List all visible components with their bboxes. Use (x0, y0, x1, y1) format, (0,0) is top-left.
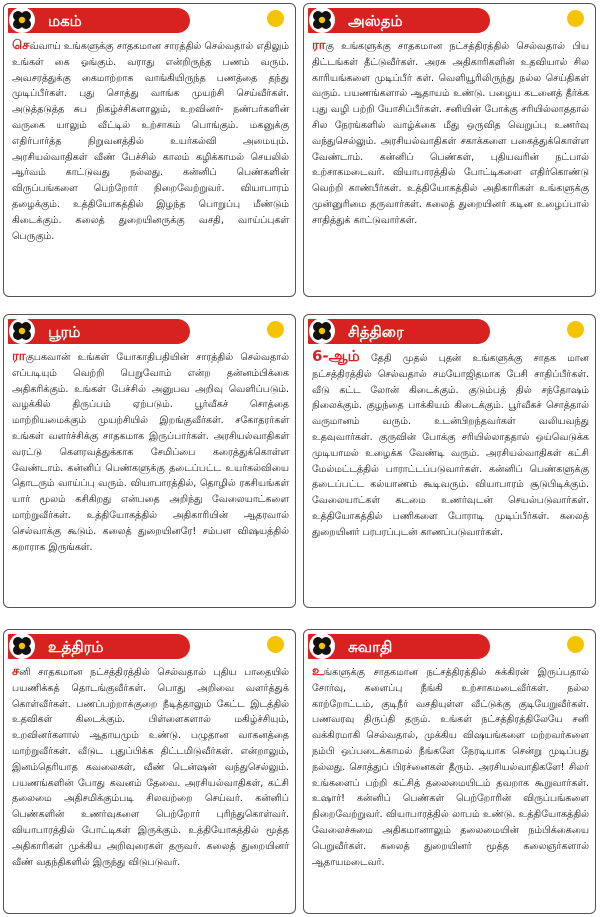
title-banner (308, 8, 490, 33)
flower-emblem-icon (309, 7, 335, 33)
horoscope-card-swathi (303, 629, 596, 914)
sun-icon (567, 10, 584, 27)
section-text: கு உங்களுக்கு சாதகமான நட்சத்திரத்தில் செல்வதால் பிய திட்டங்கள் தீட்டுவீர்கள். அரசு அதிகாரிகளின் உதவியால் சில காரியங்களை முடிப்பீர் கள். வெளியூரிலிருந்து நல்ல செய்திகள் வரும். பயணங்களால் ஆதாயம் உண்டு. பழைய கடனைத் தீர்க்க புது வழி பற்றி யோசிப்பீர்கள். சனியின் போக்கு சரியில்லாததால் சில நேரங்களில் வாழ்க்கை மீது ஒருவித வெறுப்பு உணர்வு வந்துசெல்லும். அரசியல்வாதிகள் சகாக்களை பகைத்துக்கொள்ள வேண்டாம். கன்னிப் பெண்கள், புதியவரின் நட்பால் உற்சாகமடைவர். வியாபாரத்தில் போட்டிகளை எதிர்கொண்டு வெற்றி காண்பீர்கள். உத்தியோகத்தில் அதிகாரிகள் உங்களுக்கு முன்னுரிமை தருவார்கள். கலைத் துறையினர் கடின உழைப்பால் சாதித்துக் காட்டுவார்கள். (312, 41, 589, 226)
card-header (304, 4, 595, 36)
section-body (304, 662, 595, 870)
sun-icon (267, 321, 284, 338)
sun-icon (267, 10, 284, 27)
section-text: குபகவான் உங்கள் யோகாதிபதியின் சாரத்தில் செல்வதால் எப்படியும் வெற்றி பெறுவோம் என்ற தன்னம்பிக்கை அதிகரிக்கும். உங்கள் பேச்சில் அனுபவ அறிவு வெளிப்படும். வழக்கில் திருப்பம் ஏற்படும். பூர்வீகச் சொத்தை மாற்றியமைக்கும் முயற்சியில் இறங்குவீர்கள். சகோதரர்கள் உங்கள் வளர்ச்சிக்கு சாதகமாக இருப்பார்கள். அரசியல்வாதிகள் வரட்டு கௌரவத்துக்காக சேமிப்பை கரைத்துக்கொள்ள வேண்டாம். கன்னிப் பெண்களுக்கு தடைப்பட்ட உயர்கல்வியை தொடரும் வாய்ப்பு வரும். வியாபாரத்தில், தொழில் ரகசியங்கள் யார் மூலம் கசிகிறது என்பதை அறிந்து வேலையாட்களை மாற்றுவீர்கள். உத்தியோகத்தில் அதிகாரியின் ஆதரவால் செல்வாக்கு கூடும். கலைத் துறையினரே! சம்பள விஷயத்தில் கறாராக இருங்கள். (12, 352, 289, 553)
lead-letters: ரா (312, 38, 326, 53)
section-title: அஸ்தம் (348, 12, 403, 30)
card-header (304, 315, 595, 347)
section-title: பூரம் (48, 323, 81, 341)
flower-emblem-icon (9, 318, 35, 344)
section-text: தேதி முதல் புதன் உங்களுக்கு சாதக மான நட்சத்திரத்தில் செல்வதால் சமயோஜிதமாக பேசி சாதிப்பீர்கள். வீடு கட்ட லோன் கிடைக்கும். குடும்பத் தில் சந்தோஷம் நிலைக்கும். குழந்தை பாக்கியம் கிடைக்கும். பூர்வீகச் சொத்தால் வருமானம் வரும். உடன்பிறந்தவர்கள் வலியவந்து உதவுவார்கள். குருவின் போக்கு சரியில்லாததால் ஒய்வெடுக்க முடியாமல் உழைக்க வேண்டி வரும். அரசியல்வாதிகள் கட்சி மேல்மட்டத்தில் பாராட்டப்படுவார்கள். கன்னிப் பெண்களுக்கு தடைப்பட்ட கல்யாணம் கூடிவரும். வியாபாரம் சூடுபிடிக்கும். வேலையாட்கள் கடமை உணர்வுடன் செயல்படுவார்கள். உத்தியோகத்தில் பணிகளை போராடி முடிப்பீர்கள். கலைத் துறையினர் பரபரப்புடன் காணப்படுவார்கள். (312, 353, 589, 538)
section-body (4, 347, 295, 555)
flower-emblem-icon (309, 633, 335, 659)
section-title: சித்திரை (348, 323, 404, 341)
section-text: வ்வாய் உங்களுக்கு சாதகமான சாரத்தில் செல்வதால் எதிலும் உங்கள் கை ஓங்கும். வராது என்றிருந்த பணம் வரும். அவசரத்துக்கு கைமாற்றாக வாங்கியிருந்த பணத்தை தந்து முடிப்பீர்கள். புது சொத்து வாங்க முயற்சி செய்வீர்கள். அடுத்தடுத்த சுப நிகழ்ச்சிகளாலும், உறவினர்- நண்பர்களின் வருகை யாலும் வீட்டில் உற்சாகம் பொங்கும். மகனுக்கு எதிர்பார்த்த நிறுவனத்தில் உயர்கல்வி அமையும். அரசியல்வாதிகள் வீண் பேச்சில் காலம் கழிக்காமல் செயலில் ஆர்வம் காட்டுவது நல்லது. கன்னிப் பெண்களின் விருப்பங்களை பெற்றோர் நிறைவேற்றுவர். வியாபாரம் தழைக்கும். உத்தியோகத்தில் இழந்த பொறுப்பு மீண்டும் கிடைக்கும். கலைத் துறையினருக்கு வசதி, வாய்ப்புகள் பெருகும். (12, 41, 289, 242)
sun-icon (567, 321, 584, 338)
title-banner (8, 319, 190, 344)
title-banner (308, 319, 490, 344)
lead-letters: ரா (12, 349, 26, 364)
horoscope-card-astham (303, 3, 596, 297)
horoscope-card-magam (3, 3, 296, 297)
section-text: ங்களுக்கு சாதகமான நட்சத்திரத்தில் சுக்கிரன் இருப்பதால் சோர்வு, களைப்பு நீங்கி உற்சாகமடைவீர்கள். நல்ல காற்றோட்டம், குடிநீர் வசதியுள்ள வீட்டுக்கு குடியேறுவீர்கள். பணவரவு திருப்தி தரும். உங்கள் நட்சத்திரத்திலேயே சனி வக்கிரமாகி செல்வதால், முக்கிய விஷயங்களை மற்றவர்களை நம்பி ஒப்படைக்காமல் நீங்களே நேரடியாக சென்று முடிப்பது நல்லது. சொத்துப் பிரச்னைகள் தீரும். அரசியல்வாதிகளே! சிலர் உங்களைப் பற்றி கட்சித் தலைமையிடம் தவறாக கூறுவார்கள். உஷார்! கன்னிப் பெண்கள் பெற்றோரின் விருப்பங்களை நிறைவேற்றுவர். வியாபாரத்தில் லாபம் உண்டு. உத்தியோகத்தில் வேலைச்சுமை அதிகமானாலும் தலைமையின் நம்பிக்கையை பெறுவீர்கள். கலைத் துறையினர் மூத்த கலைஞர்களால் ஆதாயமடைவர். (312, 667, 589, 868)
section-text: னி சாதகமான நட்சத்திரத்தில் செல்வதால் புதிய பாதையில் பயணிக்கத் தொடங்குவீர்கள். பொது அறிவை வளர்த்துக் கொள்வீர்கள். பணப்பற்றாக்குறை நீடித்தாலும் கேட்ட இடத்தில் உதவிகள் கிடைக்கும். பிள்ளைகளால் மகிழ்ச்சியும், உறவினர்களால் ஆதாயமும் உண்டு. பழுதான வாகனத்தை மாற்றுவீர்கள். வீடுட புதுப்பிக்க திட்டமிடுவீர்கள். என்றாலும், இனம்தெரியாத கவலைகள், வீண் டென்ஷன் வந்துசெல்லும். பயணங்களின் போது கவனம் தேவை. அரசியல்வாதிகள், கட்சி தலைமை அதிசமிக்கும்படி சிலவற்றை செய்வர். கன்னிப் பெண்களின் உணர்வுகளை பெற்றோர் புரிந்துகொள்வர். வியாபாரத்தில் போட்டிகள் இருக்கும். உத்தியோகத்தில் மூத்த அதிகாரிகள் முக்கிய அறிவுரைகள் தருவர். கலைத் துறையினர் வீண் வதந்திகளில் இருந்து விடுபடுவர். (12, 667, 289, 868)
lead-letters: உ (312, 664, 324, 679)
flower-emblem-icon (9, 7, 35, 33)
card-header (4, 630, 295, 662)
section-body (4, 36, 295, 244)
card-header (4, 4, 295, 36)
flower-emblem-icon (9, 633, 35, 659)
section-title: சுவாதி (348, 638, 393, 656)
section-title: மகம் (48, 12, 82, 30)
lead-letters: ச (12, 664, 20, 679)
horoscope-card-uthiram (3, 629, 296, 914)
section-body (304, 347, 595, 541)
section-body (304, 36, 595, 229)
sun-icon (267, 636, 284, 653)
lead-letters: 6-ஆம் (312, 347, 360, 365)
sun-icon (567, 636, 584, 653)
lead-letters: செ (12, 38, 30, 53)
card-header (304, 630, 595, 662)
flower-emblem-icon (309, 318, 335, 344)
card-header (4, 315, 295, 347)
section-title: உத்திரம் (48, 638, 104, 656)
title-banner (8, 8, 190, 33)
section-body (4, 662, 295, 870)
horoscope-card-pooram (3, 314, 296, 608)
title-banner (8, 634, 190, 659)
horoscope-card-chithirai (303, 314, 596, 608)
title-banner (308, 634, 490, 659)
